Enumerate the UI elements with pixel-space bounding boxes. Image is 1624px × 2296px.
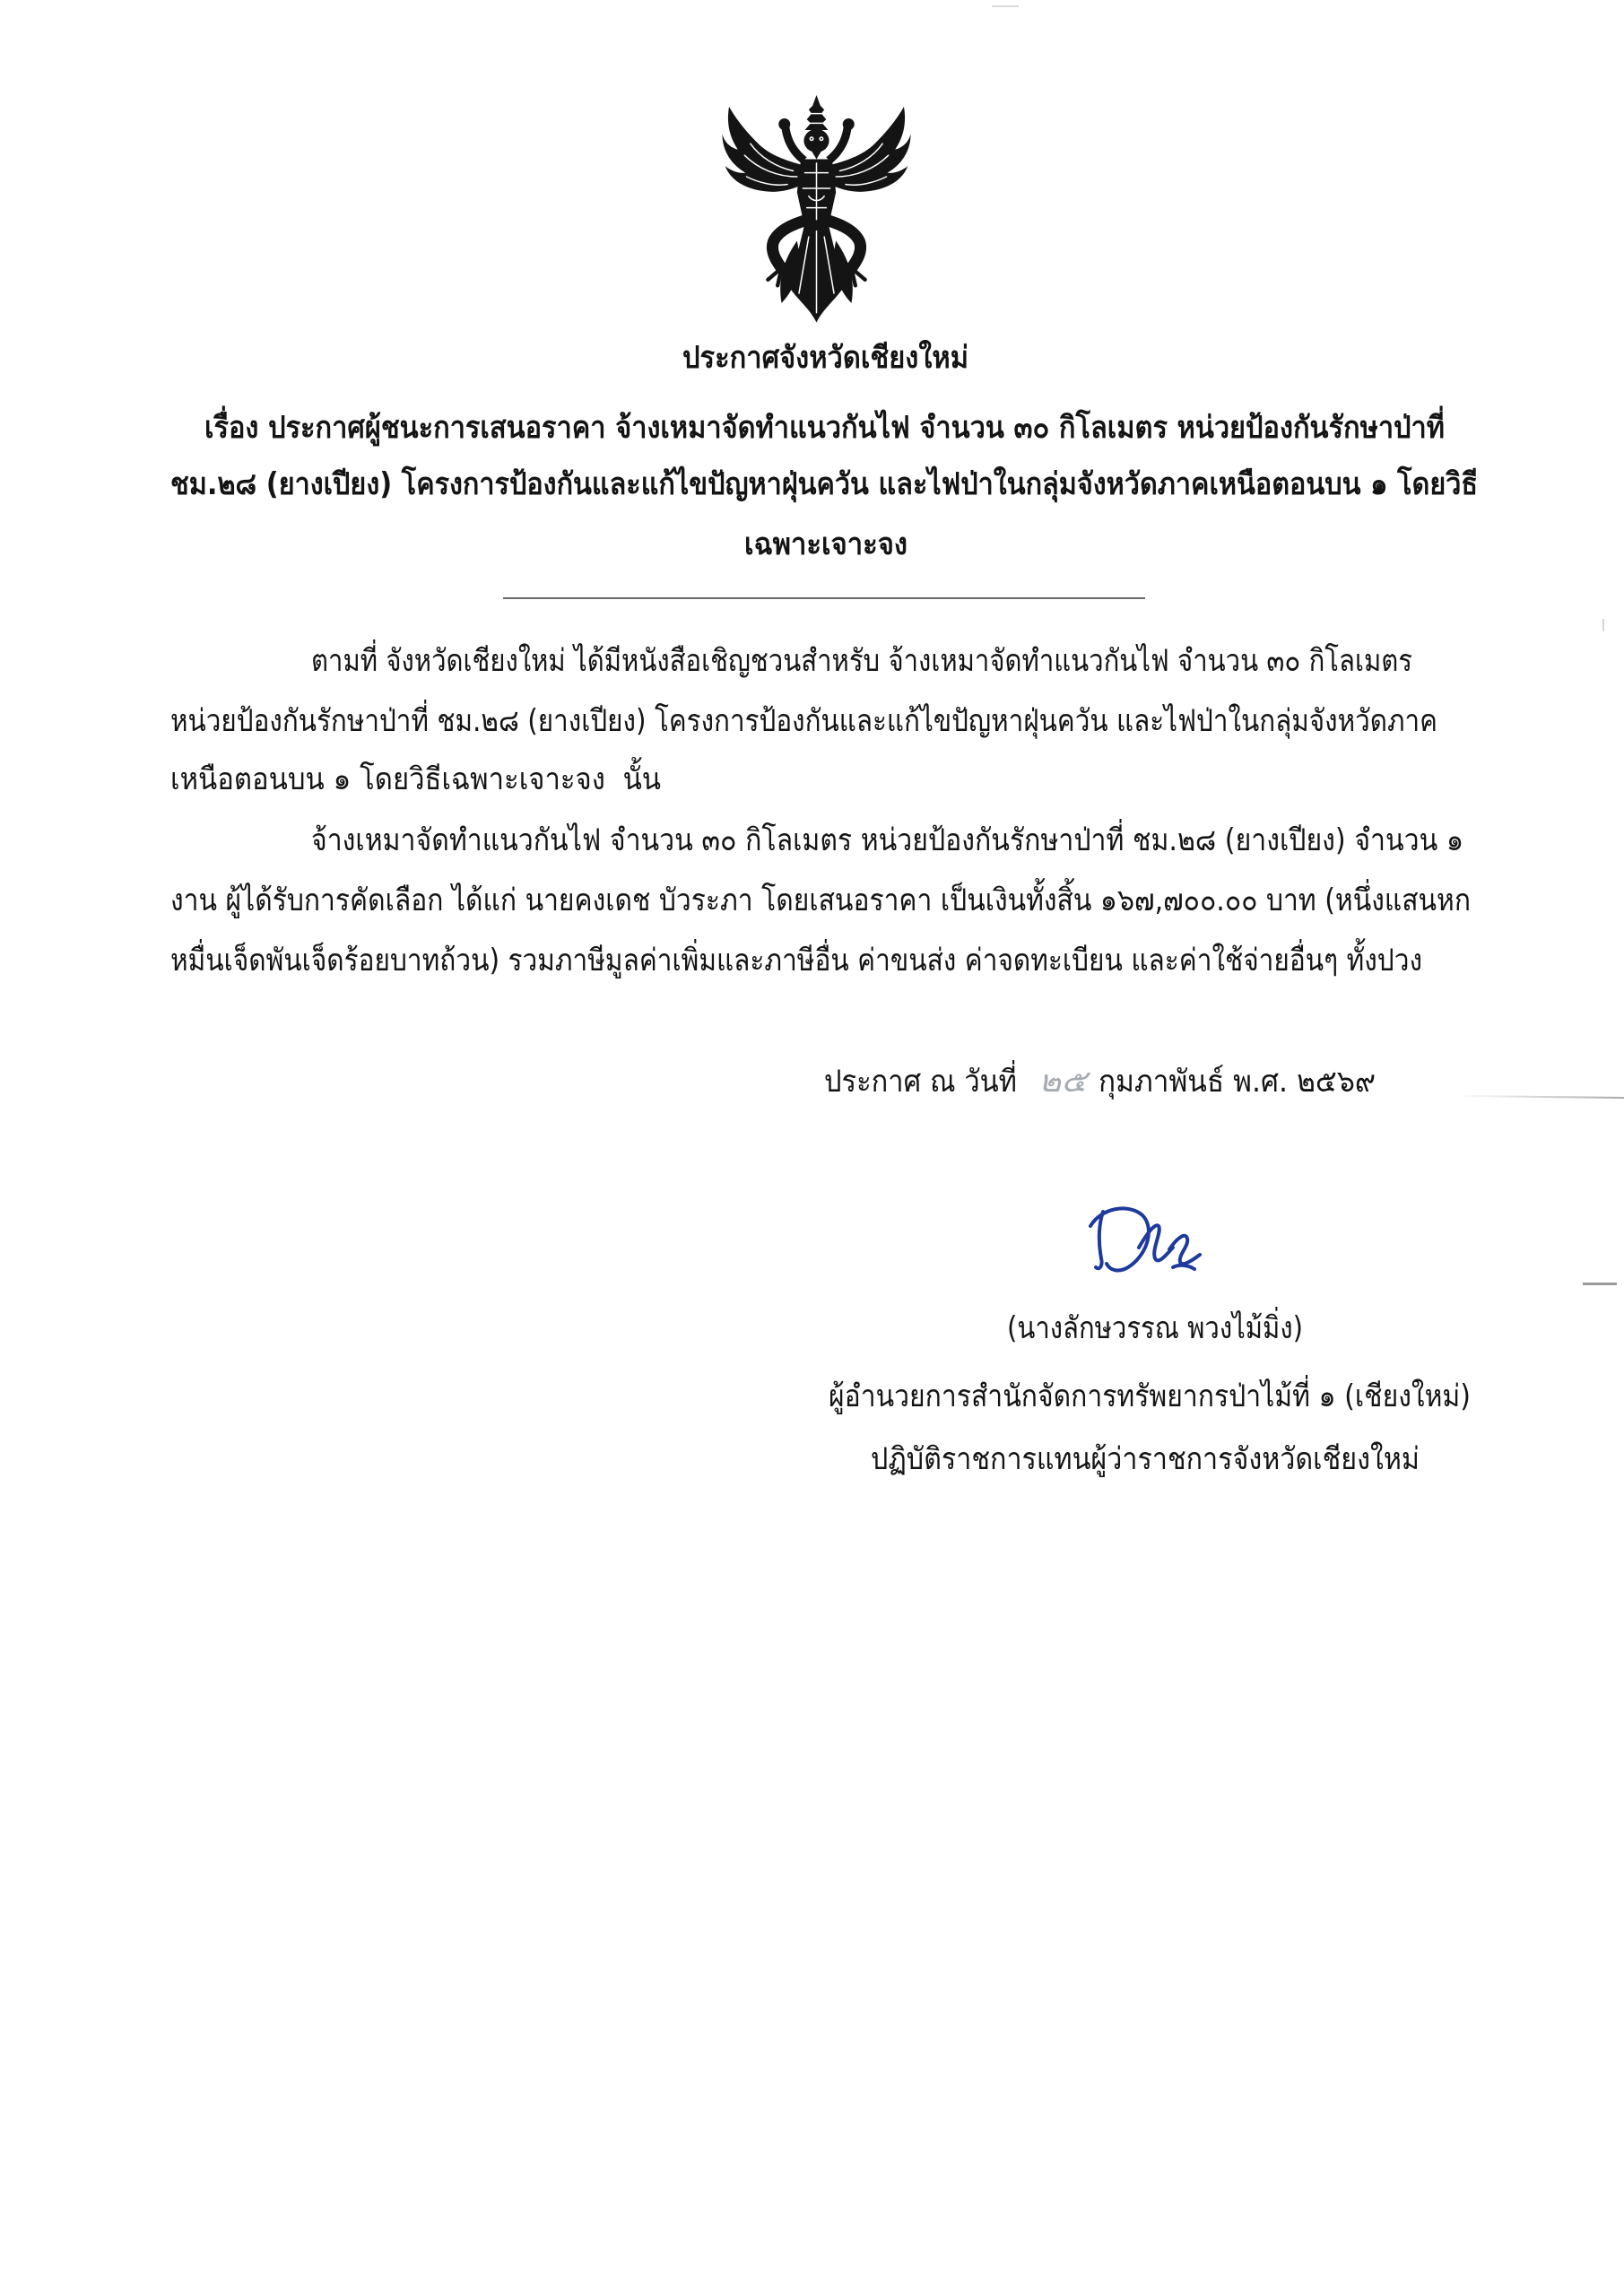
paragraph-line: ตามที่ จังหวัดเชียงใหม่ ได้มีหนังสือเชิญชวนสำหรับ จ้างเหมาจัดทำแนวกันไฟ จำนวน ๓๐ กิโลเมตร [311,643,1412,679]
signatory-position: ผู้อำนวยการสำนักจัดการทรัพยากรป่าไม้ที่ ๑ (เชียงใหม่) [829,1378,1471,1414]
scan-artifact [1457,1095,1624,1099]
scan-artifact [1583,1283,1617,1285]
garuda-emblem-icon [719,95,914,328]
signatory-acting-for: ปฏิบัติราชการแทนผู้ว่าราชการจังหวัดเชียงใหม่ [871,1441,1420,1477]
paragraph-line: หมื่นเจ็ดพันเจ็ดร้อยบาทถ้วน) รวมภาษีมูลค่าเพิ่มและภาษีอื่น ค่าขนส่ง ค่าจดทะเบียน และค่าใช้จ่ายอื่นๆ ทั้งปวง [170,943,1422,978]
title-divider [503,597,1145,599]
subject-line: เรื่อง ประกาศผู้ชนะการเสนอราคา จ้างเหมาจัดทำแนวกันไฟ จำนวน ๓๐ กิโลเมตร หน่วยป้องกันรักษาป่าที่ [204,410,1445,446]
date-day-handwritten: ๒๕ [1038,1064,1087,1100]
paragraph-line: งาน ผู้ได้รับการคัดเลือก ได้แก่ นายคงเดช บัวระภา โดยเสนอราคา เป็นเงินทั้งสิ้น ๑๖๗,๗๐๐.๐๐ บาท (หนึ่งแสนหก [170,883,1471,918]
document-heading: ประกาศจังหวัดเชียงใหม่ [682,340,968,376]
scan-artifact [1602,619,1604,631]
subject-line: เฉพาะเจาะจง [744,526,908,562]
signatory-name: (นางลักษวรรณ พวงไม้มิ่ง) [1007,1310,1303,1346]
paragraph-line: เหนือตอนบน ๑ โดยวิธีเฉพาะเจาะจง นั้น [170,761,661,797]
subject-line: ชม.๒๘ (ยางเปียง) โครงการป้องกันและแก้ไขปัญหาฝุ่นควัน และไฟป่าในกลุ่มจังหวัดภาคเหนือตอนบน ๑ โดยวิธี [170,466,1478,502]
date-line-suffix: กุมภาพันธ์ พ.ศ. ๒๕๖๙ [1099,1064,1376,1100]
date-line-prefix: ประกาศ ณ วันที่ [824,1064,1017,1100]
paragraph-line: จ้างเหมาจัดทำแนวกันไฟ จำนวน ๓๐ กิโลเมตร หน่วยป้องกันรักษาป่าที่ ชม.๒๘ (ยางเปียง) จำนวน ๑ [311,822,1463,858]
signature-image [1083,1196,1218,1281]
paragraph-line: หน่วยป้องกันรักษาป่าที่ ชม.๒๘ (ยางเปียง) โครงการป้องกันและแก้ไขปัญหาฝุ่นควัน และไฟป่าในกลุ่มจังหวัดภาค [170,703,1437,739]
scan-artifact [992,5,1019,7]
